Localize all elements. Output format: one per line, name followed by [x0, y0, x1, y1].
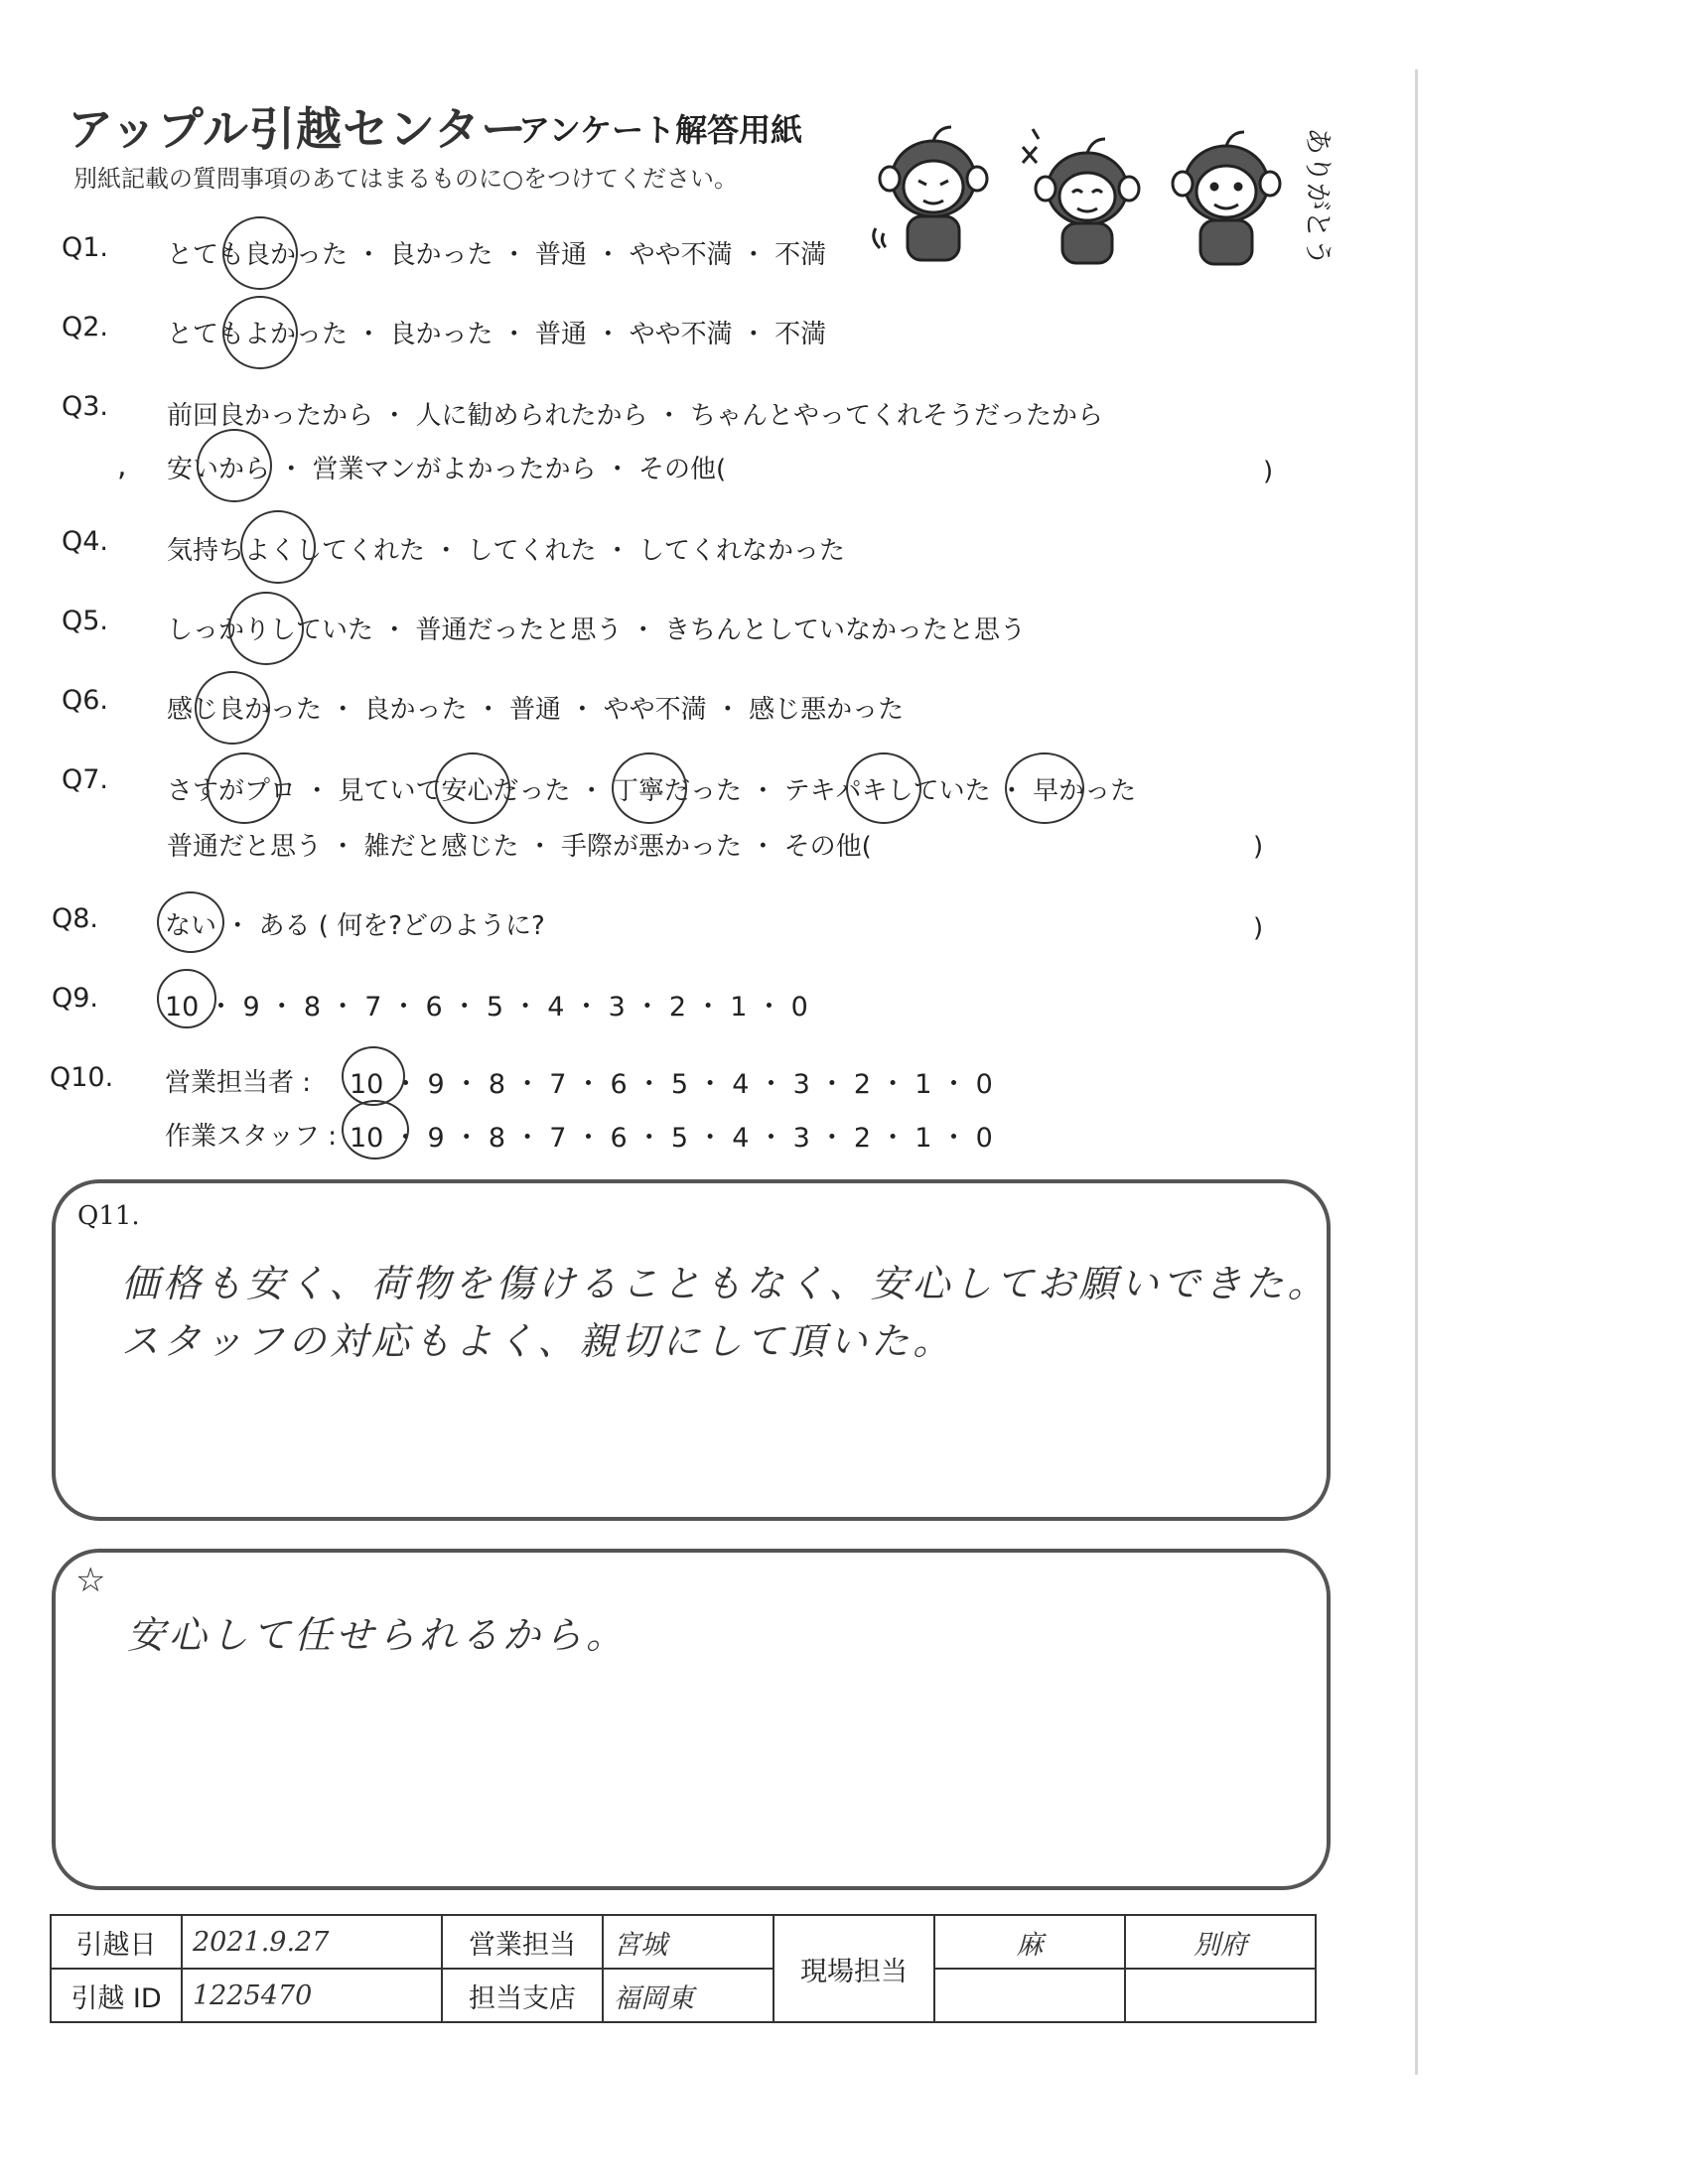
site-value-1: 麻 — [934, 1915, 1125, 1969]
q7-answer-circle-3 — [612, 752, 687, 824]
q4-number: Q4. — [62, 526, 109, 557]
star-handwriting-line1: 安心して任せられるから。 — [127, 1613, 629, 1657]
star-label: ☆ — [75, 1561, 106, 1600]
site-empty-cell-2 — [1125, 1969, 1316, 2022]
page-edge-shadow — [1415, 69, 1418, 2075]
q11-handwriting-line1: 価格も安く、荷物を傷けることもなく、安心してお願いできた。 — [121, 1262, 1330, 1305]
q8-options: ない ・ ある ( 何を?どのように? — [165, 911, 545, 941]
q4-answer-circle — [240, 510, 316, 584]
q8-number: Q8. — [52, 903, 99, 934]
site-empty-cell-1 — [934, 1969, 1125, 2022]
q10-number: Q10. — [50, 1062, 114, 1093]
q2-number: Q2. — [62, 312, 109, 342]
q7-answer-circle-2 — [435, 752, 510, 824]
q7-answer-circle-1 — [207, 752, 282, 824]
q7-answer-circle-4 — [846, 752, 921, 824]
instruction-text: 別紙記載の質問事項のあてはまるものに○をつけてください。 — [73, 165, 738, 193]
q5-answer-circle — [228, 592, 304, 665]
q9-number: Q9. — [52, 983, 99, 1014]
q9-scale: 10 ・ 9 ・ 8 ・ 7 ・ 6 ・ 5 ・ 4 ・ 3 ・ 2 ・ 1 ・ 0 — [165, 992, 808, 1023]
form-title: アンケート解答用紙 — [518, 111, 803, 149]
q10-staff-scale: 10 ・ 9 ・ 8 ・ 7 ・ 6 ・ 5 ・ 4 ・ 3 ・ 2 ・ 1 ・ 0 — [350, 1123, 993, 1154]
q7-options-line1: さすがプロ ・ 見ていて安心だった ・ 丁寧だった ・ テキパキしていた ・ 早かった — [167, 776, 1137, 806]
q3-close-paren: ) — [1263, 457, 1274, 486]
q2-options: とてもよかった ・ 良かった ・ 普通 ・ やや不満 ・ 不満 — [167, 320, 827, 349]
q10-sales-scale: 10 ・ 9 ・ 8 ・ 7 ・ 6 ・ 5 ・ 4 ・ 3 ・ 2 ・ 1 ・ 0 — [350, 1069, 993, 1100]
q9-answer-circle — [157, 969, 216, 1028]
q1-answer-circle — [222, 216, 298, 290]
brand-logo-text: アップル引越センター — [68, 102, 528, 156]
mascot-3 — [1173, 132, 1280, 264]
q8-answer-circle — [157, 891, 224, 953]
mascot-1 — [874, 127, 987, 260]
q3-pen-mark: , — [117, 449, 127, 483]
q3-options-line2: 安いから ・ 営業マンがよかったから ・ その他( — [167, 455, 727, 484]
q7-number: Q7. — [62, 764, 109, 795]
mascot-speech-text: ありがとう — [1302, 127, 1335, 267]
star-comment-box — [52, 1549, 1331, 1890]
q7-close-paren: ) — [1253, 832, 1264, 862]
site-value-2: 別府 — [1125, 1915, 1316, 1969]
q5-number: Q5. — [62, 606, 109, 636]
q4-options: 気持ちよくしてくれた ・ してくれた ・ してくれなかった — [167, 536, 846, 566]
q6-number: Q6. — [62, 685, 109, 716]
move-date-value: 2021.9.27 — [182, 1915, 442, 1969]
q3-options-line1: 前回良かったから ・ 人に勧められたから ・ ちゃんとやってくれそうだったから — [167, 401, 1104, 431]
q5-options: しっかりしていた ・ 普通だったと思う ・ きちんとしていなかったと思う — [167, 615, 1027, 645]
q11-handwriting-line2: スタッフの対応もよく、親切にして頂いた。 — [121, 1319, 955, 1363]
q7-answer-circle-5 — [1005, 752, 1084, 824]
q10-staff-label: 作業スタッフ : — [165, 1122, 338, 1152]
q8-close-paren: ) — [1253, 913, 1264, 943]
q1-options: とても良かった ・ 良かった ・ 普通 ・ やや不満 ・ 不満 — [167, 240, 827, 270]
q1-number: Q1. — [62, 232, 109, 263]
q3-answer-circle — [197, 429, 272, 502]
branch-label: 担当支店 — [442, 1969, 603, 2022]
q2-answer-circle — [222, 296, 298, 369]
q11-label: Q11. — [77, 1201, 140, 1231]
site-label: 現場担当 — [774, 1915, 934, 2022]
footer-table — [50, 1914, 1317, 2023]
sales-label: 営業担当 — [442, 1915, 603, 1969]
move-date-label: 引越日 — [51, 1915, 182, 1969]
mascot-illustration — [874, 109, 1335, 283]
q7-options-line2: 普通だと思う ・ 雑だと感じた ・ 手際が悪かった ・ その他( — [167, 832, 872, 862]
move-id-label: 引越 ID — [51, 1969, 182, 2022]
q6-answer-circle — [195, 671, 270, 745]
branch-value: 福岡東 — [603, 1969, 774, 2022]
move-id-value: 1225470 — [182, 1969, 442, 2022]
q3-number: Q3. — [62, 391, 109, 422]
q10-staff-answer-circle — [342, 1100, 409, 1160]
mascot-2 — [1023, 129, 1139, 263]
q6-options: 感じ良かった ・ 良かった ・ 普通 ・ やや不満 ・ 感じ悪かった — [167, 695, 905, 725]
sales-value: 宮城 — [603, 1915, 774, 1969]
q10-sales-answer-circle — [342, 1046, 405, 1106]
q10-sales-label: 営業担当者 : — [165, 1068, 312, 1098]
